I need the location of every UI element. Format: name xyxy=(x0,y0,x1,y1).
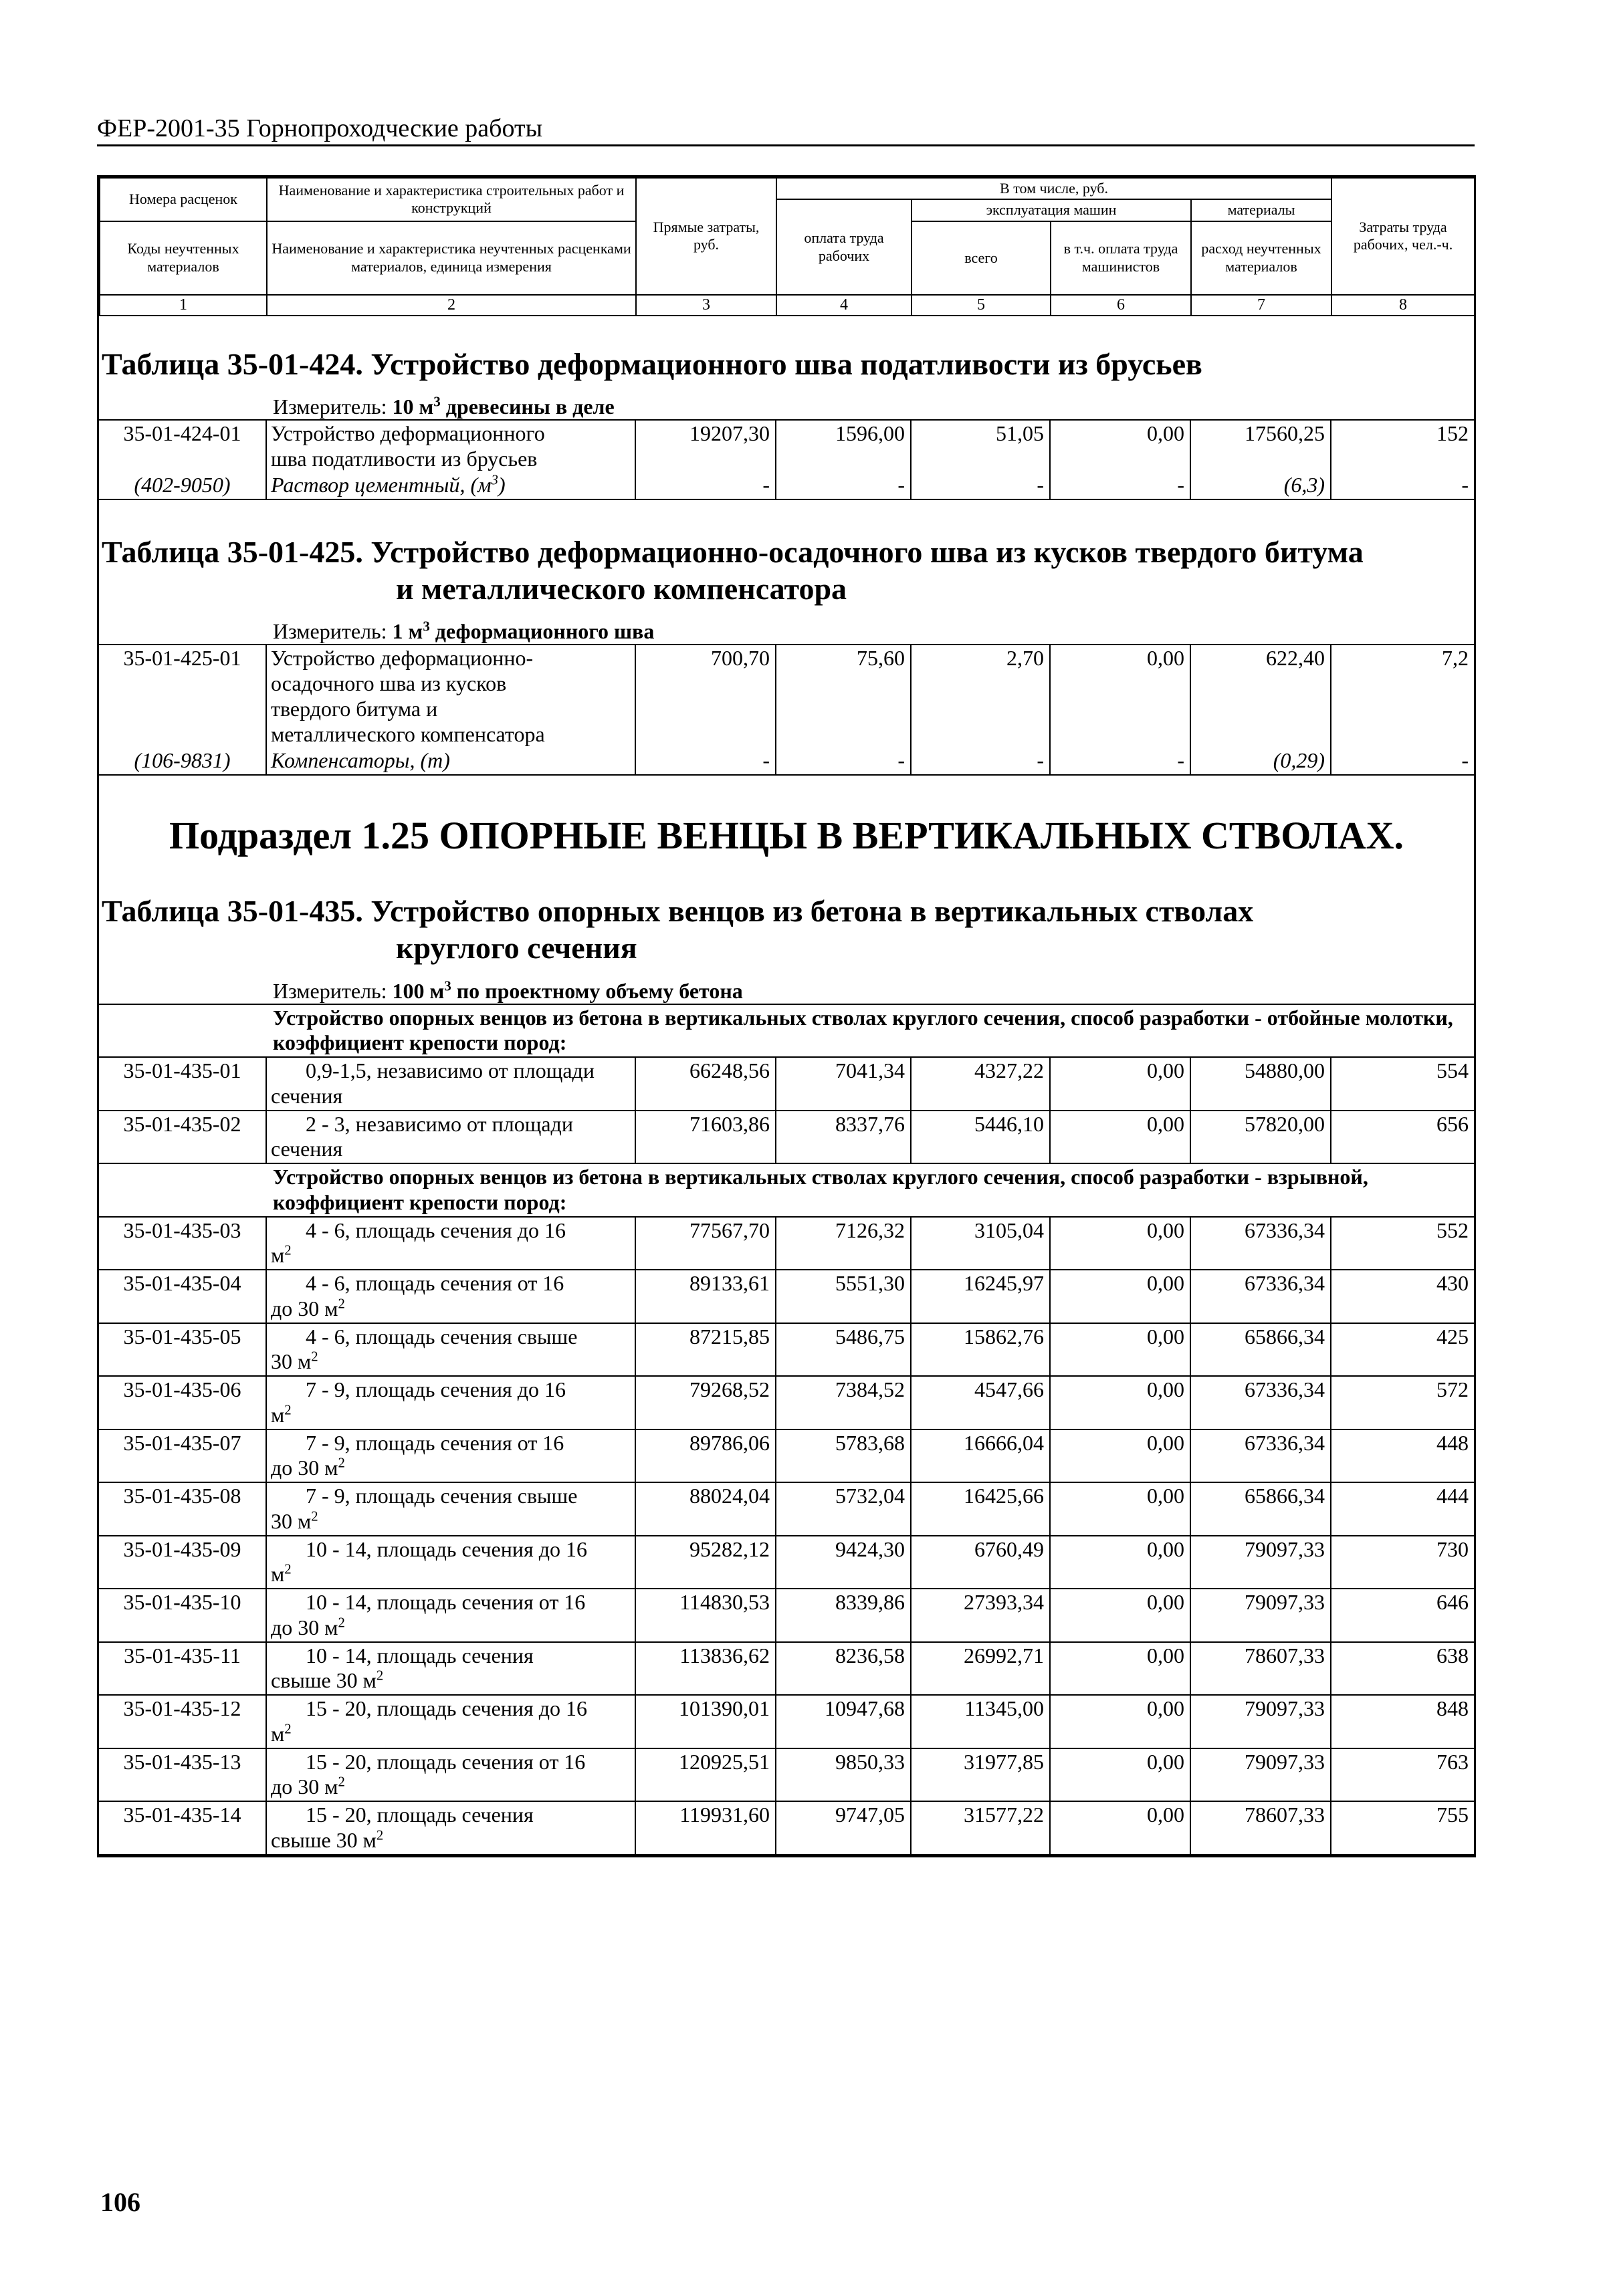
labor-hours: 448 xyxy=(1331,1429,1474,1483)
table-425-title: Таблица 35-01-425. Устройство деформационно-осадочного шва из кусков твердого битума и металлического компенсатора xyxy=(102,535,1364,606)
labor-hours: 444 xyxy=(1331,1482,1474,1536)
rate-code: 35-01-424-01 xyxy=(99,420,266,473)
section-title: Подраздел 1.25 ОПОРНЫЕ ВЕНЦЫ В ВЕРТИКАЛЬНЫХ СТВОЛАХ. xyxy=(169,814,1404,858)
table-435 xyxy=(99,1004,1474,1855)
labor-hours: 730 xyxy=(1331,1536,1474,1589)
table-row xyxy=(99,1270,1474,1323)
operators-cost: 0,00 xyxy=(1050,1482,1190,1536)
labor-cost: 75,60 xyxy=(776,645,911,748)
table-435-measure: Измеритель: 100 $м^3$ по проектному объему бетона xyxy=(273,978,743,1003)
machines-cost: 3105,04 xyxy=(911,1217,1050,1270)
rate-description: 2 - 3, независимо от площади сечения xyxy=(266,1111,635,1164)
table-row xyxy=(99,1376,1474,1429)
labor-cost: 9424,30 xyxy=(776,1536,911,1589)
rate-code: 35-01-435-12 xyxy=(99,1695,266,1748)
rate-description: 10 - 14, площадь сечения до 16 $м^2$ xyxy=(266,1536,635,1589)
col-num: 3 xyxy=(636,295,776,316)
page-header: ФЕР-2001-35 Горнопроходческие работы xyxy=(97,114,1475,146)
operators-cost: 0,00 xyxy=(1050,1270,1190,1323)
group-header xyxy=(99,1004,1474,1058)
machines-cost: 16425,66 xyxy=(911,1482,1050,1536)
labor-hours: 763 xyxy=(1331,1748,1474,1802)
header-labor: оплата труда рабочих xyxy=(776,199,912,294)
labor-cost: 7384,52 xyxy=(776,1376,911,1429)
labor-hours: 7,2 xyxy=(1331,645,1474,748)
group-header xyxy=(99,1163,1474,1217)
labor-hours: 646 xyxy=(1331,1589,1474,1642)
direct-cost: 114830,53 xyxy=(635,1589,776,1642)
labor-hours: 552 xyxy=(1331,1217,1474,1270)
operators-cost: 0,00 xyxy=(1050,1217,1190,1270)
table-425 xyxy=(99,644,1474,776)
labor-hours: 554 xyxy=(1331,1057,1474,1111)
header-machines: эксплуатация машин xyxy=(912,199,1191,221)
header-direct: Прямые затраты, руб. xyxy=(636,178,776,295)
labor-cost: 1596,00 xyxy=(776,420,911,473)
table-row xyxy=(99,1057,1474,1111)
column-numbers xyxy=(100,295,1475,316)
machines-cost: 4547,66 xyxy=(911,1376,1050,1429)
rate-description: 4 - 6, площадь сечения от 16 до 30 $м^2$ xyxy=(266,1270,635,1323)
labor-cost: 5486,75 xyxy=(776,1323,911,1377)
labor-hours: 755 xyxy=(1331,1801,1474,1855)
operators-cost: 0,00 xyxy=(1050,1323,1190,1377)
materials-cost: 79097,33 xyxy=(1190,1695,1331,1748)
header-material-codes: Коды неучтенных материалов xyxy=(100,221,267,295)
material-row xyxy=(99,748,1474,775)
header-including: В том числе, руб. xyxy=(776,178,1331,199)
table-row xyxy=(99,1801,1474,1855)
col-num: 1 xyxy=(100,295,267,316)
table-row xyxy=(99,1748,1474,1802)
rate-description: 4 - 6, площадь сечения свыше 30 $м^2$ xyxy=(266,1323,635,1377)
operators-cost: 0,00 xyxy=(1050,1642,1190,1696)
direct-cost: 89786,06 xyxy=(635,1429,776,1483)
machines-cost: 16245,97 xyxy=(911,1270,1050,1323)
rate-description: 15 - 20, площадь сечения до 16 $м^2$ xyxy=(266,1695,635,1748)
operators-cost: 0,00 xyxy=(1050,1111,1190,1164)
price-table xyxy=(97,175,1476,1857)
labor-cost: 5783,68 xyxy=(776,1429,911,1483)
direct-cost: 88024,04 xyxy=(635,1482,776,1536)
machines-cost: 26992,71 xyxy=(911,1642,1050,1696)
labor-cost: 8236,58 xyxy=(776,1642,911,1696)
col-num: 4 xyxy=(776,295,912,316)
material-name: Компенсаторы, (т) xyxy=(266,748,635,775)
materials-cost: 622,40 xyxy=(1190,645,1331,748)
material-quantity: (6,3) xyxy=(1190,472,1331,499)
table-row xyxy=(99,1429,1474,1483)
materials-cost: 67336,34 xyxy=(1190,1429,1331,1483)
labor-hours: 572 xyxy=(1331,1376,1474,1429)
labor-cost: 9747,05 xyxy=(776,1801,911,1855)
table-row xyxy=(99,1536,1474,1589)
table-row xyxy=(99,1111,1474,1164)
direct-cost: 77567,70 xyxy=(635,1217,776,1270)
rate-description: 4 - 6, площадь сечения до 16 $м^2$ xyxy=(266,1217,635,1270)
labor-cost: 10947,68 xyxy=(776,1695,911,1748)
material-code: (402-9050) xyxy=(99,472,266,499)
rate-code: 35-01-435-02 xyxy=(99,1111,266,1164)
dash: - xyxy=(1050,748,1190,775)
operators-cost: 0,00 xyxy=(1050,1801,1190,1855)
materials-cost: 79097,33 xyxy=(1190,1589,1331,1642)
rate-code: 35-01-435-01 xyxy=(99,1057,266,1111)
header-material-use: расход неучтенных материалов xyxy=(1191,221,1331,295)
operators-cost: 0,00 xyxy=(1050,1057,1190,1111)
rate-code: 35-01-435-08 xyxy=(99,1482,266,1536)
direct-cost: 95282,12 xyxy=(635,1536,776,1589)
direct-cost: 700,70 xyxy=(635,645,776,748)
labor-cost: 7126,32 xyxy=(776,1217,911,1270)
labor-cost: 7041,34 xyxy=(776,1057,911,1111)
rate-code: 35-01-435-11 xyxy=(99,1642,266,1696)
dash: - xyxy=(1331,472,1474,499)
table-424-title: Таблица 35-01-424. Устройство деформационного шва податливости из брусьев xyxy=(102,346,1202,381)
machines-cost: 51,05 xyxy=(911,420,1050,473)
materials-cost: 17560,25 xyxy=(1190,420,1331,473)
header-hours: Затраты труда рабочих, чел.-ч. xyxy=(1331,178,1475,295)
direct-cost: 79268,52 xyxy=(635,1376,776,1429)
materials-cost: 67336,34 xyxy=(1190,1217,1331,1270)
table-row xyxy=(99,1482,1474,1536)
rate-description: 15 - 20, площадь сечения свыше 30 $м^2$ xyxy=(266,1801,635,1855)
direct-cost: 19207,30 xyxy=(635,420,776,473)
rate-description: 7 - 9, площадь сечения свыше 30 $м^2$ xyxy=(266,1482,635,1536)
materials-cost: 79097,33 xyxy=(1190,1536,1331,1589)
materials-cost: 54880,00 xyxy=(1190,1057,1331,1111)
materials-cost: 78607,33 xyxy=(1190,1801,1331,1855)
rate-description: 10 - 14, площадь сечения свыше 30 $м^2$ xyxy=(266,1642,635,1696)
material-quantity: (0,29) xyxy=(1190,748,1331,775)
dash: - xyxy=(911,472,1050,499)
materials-cost: 67336,34 xyxy=(1190,1376,1331,1429)
labor-hours: 848 xyxy=(1331,1695,1474,1748)
materials-cost: 67336,34 xyxy=(1190,1270,1331,1323)
operators-cost: 0,00 xyxy=(1050,1376,1190,1429)
header-materials: материалы xyxy=(1191,199,1331,221)
materials-cost: 65866,34 xyxy=(1190,1482,1331,1536)
machines-cost: 11345,00 xyxy=(911,1695,1050,1748)
material-name: Раствор цементный, $(м^3)$ xyxy=(266,472,635,499)
operators-cost: 0,00 xyxy=(1050,1748,1190,1802)
table-row xyxy=(99,1589,1474,1642)
labor-hours: 425 xyxy=(1331,1323,1474,1377)
direct-cost: 71603,86 xyxy=(635,1111,776,1164)
group-header-text: Устройство опорных венцов из бетона в вертикальных стволах круглого сечения, способ разработки - отбойные молотки, коэффициент крепости пород: xyxy=(99,1004,1474,1058)
col-num: 6 xyxy=(1051,295,1191,316)
table-row xyxy=(99,1323,1474,1377)
labor-hours: 152 xyxy=(1331,420,1474,473)
direct-cost: 101390,01 xyxy=(635,1695,776,1748)
direct-cost: 89133,61 xyxy=(635,1270,776,1323)
direct-cost: 120925,51 xyxy=(635,1748,776,1802)
machines-cost: 31577,22 xyxy=(911,1801,1050,1855)
header-name: Наименование и характеристика строительных работ и конструкций xyxy=(267,178,636,221)
dash: - xyxy=(635,748,776,775)
table-row xyxy=(99,1695,1474,1748)
rate-code: 35-01-435-13 xyxy=(99,1748,266,1802)
rate-code: 35-01-435-05 xyxy=(99,1323,266,1377)
dash: - xyxy=(911,748,1050,775)
direct-cost: 66248,56 xyxy=(635,1057,776,1111)
materials-cost: 57820,00 xyxy=(1190,1111,1331,1164)
operators-cost: 0,00 xyxy=(1050,1695,1190,1748)
rate-code: 35-01-435-10 xyxy=(99,1589,266,1642)
machines-cost: 27393,34 xyxy=(911,1589,1050,1642)
direct-cost: 87215,85 xyxy=(635,1323,776,1377)
machines-cost: 31977,85 xyxy=(911,1748,1050,1802)
labor-hours: 430 xyxy=(1331,1270,1474,1323)
rate-description: 7 - 9, площадь сечения до 16 $м^2$ xyxy=(266,1376,635,1429)
labor-hours: 656 xyxy=(1331,1111,1474,1164)
header-operators: в т.ч. оплата труда машинистов xyxy=(1051,221,1191,295)
rate-code: 35-01-425-01 xyxy=(99,645,266,748)
operators-cost: 0,00 xyxy=(1050,420,1190,473)
labor-hours: 638 xyxy=(1331,1642,1474,1696)
operators-cost: 0,00 xyxy=(1050,645,1190,748)
rate-code: 35-01-435-04 xyxy=(99,1270,266,1323)
col-num: 5 xyxy=(912,295,1051,316)
machines-cost: 15862,76 xyxy=(911,1323,1050,1377)
rate-code: 35-01-435-06 xyxy=(99,1376,266,1429)
table-435-title: Таблица 35-01-435. Устройство опорных венцов из бетона в вертикальных стволах круглого сечения xyxy=(102,894,1254,965)
dash: - xyxy=(1050,472,1190,499)
table-row xyxy=(99,645,1474,748)
machines-cost: 6760,49 xyxy=(911,1536,1050,1589)
column-header xyxy=(99,177,1475,316)
col-num: 8 xyxy=(1331,295,1475,316)
table-row xyxy=(99,1217,1474,1270)
operators-cost: 0,00 xyxy=(1050,1536,1190,1589)
materials-cost: 78607,33 xyxy=(1190,1642,1331,1696)
header-machines-total: всего xyxy=(912,221,1051,295)
machines-cost: 4327,22 xyxy=(911,1057,1050,1111)
operators-cost: 0,00 xyxy=(1050,1429,1190,1483)
labor-cost: 5551,30 xyxy=(776,1270,911,1323)
materials-cost: 65866,34 xyxy=(1190,1323,1331,1377)
direct-cost: 119931,60 xyxy=(635,1801,776,1855)
machines-cost: 16666,04 xyxy=(911,1429,1050,1483)
labor-cost: 5732,04 xyxy=(776,1482,911,1536)
dash: - xyxy=(635,472,776,499)
table-row xyxy=(99,1642,1474,1696)
table-424-measure: Измеритель: 10 $м^3$ древесины в деле xyxy=(273,394,615,419)
rate-code: 35-01-435-09 xyxy=(99,1536,266,1589)
machines-cost: 5446,10 xyxy=(911,1111,1050,1164)
page-number: 106 xyxy=(100,2187,140,2217)
rate-code: 35-01-435-03 xyxy=(99,1217,266,1270)
rate-description: 10 - 14, площадь сечения от 16 до 30 $м^2$ xyxy=(266,1589,635,1642)
dash: - xyxy=(1331,748,1474,775)
rate-description: 7 - 9, площадь сечения от 16 до 30 $м^2$ xyxy=(266,1429,635,1483)
dash: - xyxy=(776,748,911,775)
col-num: 2 xyxy=(267,295,636,316)
header-codes: Номера расценок xyxy=(100,178,267,221)
labor-cost: 8337,76 xyxy=(776,1111,911,1164)
labor-cost: 8339,86 xyxy=(776,1589,911,1642)
rate-description: 15 - 20, площадь сечения от 16 до 30 $м^2$ xyxy=(266,1748,635,1802)
dash: - xyxy=(776,472,911,499)
materials-cost: 79097,33 xyxy=(1190,1748,1331,1802)
table-row xyxy=(99,420,1474,473)
operators-cost: 0,00 xyxy=(1050,1589,1190,1642)
rate-code: 35-01-435-14 xyxy=(99,1801,266,1855)
material-code: (106-9831) xyxy=(99,748,266,775)
rate-description: Устройство деформационного шва податливости из брусьев xyxy=(266,420,635,473)
material-row xyxy=(99,472,1474,499)
rate-description: Устройство деформационно- осадочного шва из кусков твердого битума и металлического компенсатора xyxy=(266,645,635,748)
labor-cost: 9850,33 xyxy=(776,1748,911,1802)
table-425-measure: Измеритель: 1 $м^3$ деформационного шва xyxy=(273,618,655,644)
header-material-name: Наименование и характеристика неучтенных расценками материалов, единица измерения xyxy=(267,221,636,295)
col-num: 7 xyxy=(1191,295,1331,316)
rate-code: 35-01-435-07 xyxy=(99,1429,266,1483)
direct-cost: 113836,62 xyxy=(635,1642,776,1696)
table-424 xyxy=(99,419,1474,500)
rate-description: 0,9-1,5, независимо от площади сечения xyxy=(266,1057,635,1111)
group-header-text: Устройство опорных венцов из бетона в вертикальных стволах круглого сечения, способ разработки - взрывной, коэффициент крепости пород: xyxy=(99,1163,1474,1217)
machines-cost: 2,70 xyxy=(911,645,1050,748)
